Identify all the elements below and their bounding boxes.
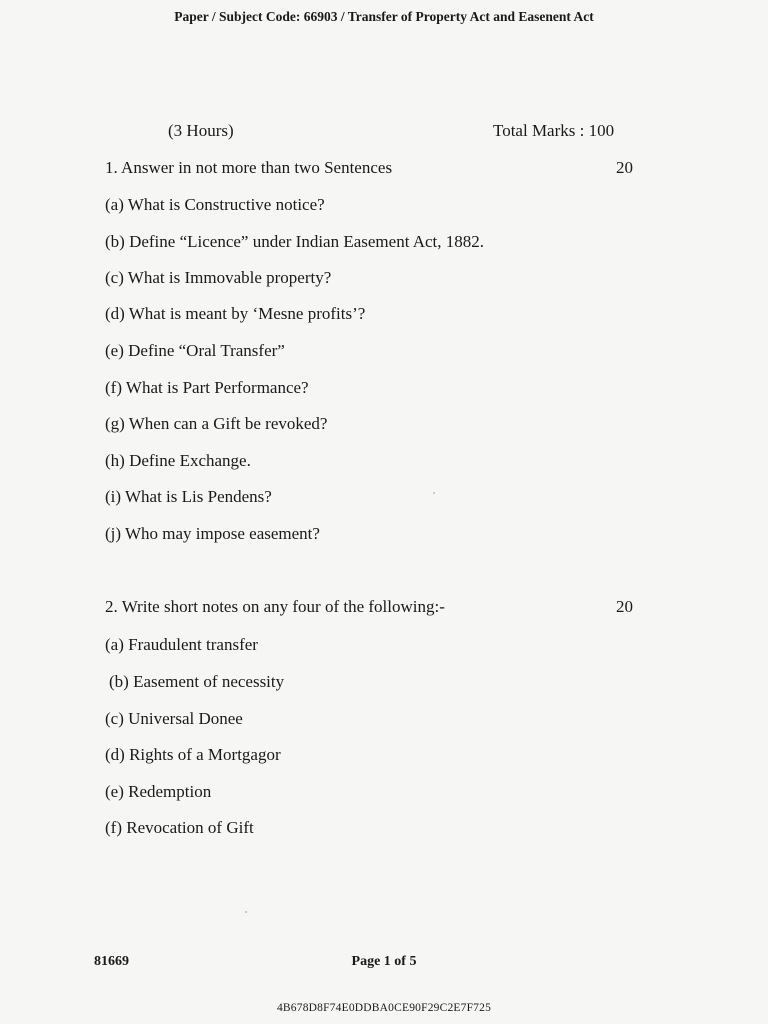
- q1-item-c: (c) What is Immovable property?: [105, 268, 332, 287]
- q1-item-i: (i) What is Lis Pendens?: [105, 487, 272, 506]
- question-2-text: 2. Write short notes on any four of the following:-: [105, 597, 445, 616]
- exam-meta-row: [0, 121, 768, 143]
- q2-item-c: (c) Universal Donee: [105, 709, 243, 728]
- question-2-marks: 20: [616, 597, 633, 616]
- q1-item-b: (b) Define “Licence” under Indian Easement Act, 1882.: [105, 232, 485, 251]
- scan-speck: [433, 492, 435, 494]
- q1-item-e: (e) Define “Oral Transfer”: [105, 341, 285, 360]
- question-1-marks: 20: [616, 158, 633, 177]
- q1-item-j: (j) Who may impose easement?: [105, 524, 320, 543]
- q2-item-b: (b) Easement of necessity: [109, 672, 285, 691]
- q1-item-h: (h) Define Exchange.: [105, 451, 251, 470]
- scan-speck: [245, 911, 247, 913]
- question-2-heading: [105, 597, 635, 619]
- q2-item-e: (e) Redemption: [105, 782, 212, 801]
- paper-code-footer: 81669: [94, 954, 129, 969]
- exam-duration: (3 Hours): [168, 121, 234, 140]
- total-marks: Total Marks : 100: [493, 121, 615, 140]
- q2-item-a: (a) Fraudulent transfer: [105, 635, 258, 654]
- q1-item-g: (g) When can a Gift be revoked?: [105, 414, 328, 433]
- q2-item-d: (d) Rights of a Mortgagor: [105, 745, 281, 764]
- q2-item-f: (f) Revocation of Gift: [105, 818, 254, 837]
- paper-header: Paper / Subject Code: 66903 / Transfer of Property Act and Easenent Act: [174, 9, 594, 24]
- question-1-text: 1. Answer in not more than two Sentences: [105, 158, 393, 177]
- q1-item-f: (f) What is Part Performance?: [105, 378, 309, 397]
- question-1-heading: [105, 158, 635, 180]
- document-hash: 4B678D8F74E0DDBA0CE90F29C2E7F725: [276, 1002, 492, 1014]
- q1-item-d: (d) What is meant by ‘Mesne profits’?: [105, 304, 366, 323]
- page-number: Page 1 of 5: [351, 954, 417, 969]
- q1-item-a: (a) What is Constructive notice?: [105, 195, 325, 214]
